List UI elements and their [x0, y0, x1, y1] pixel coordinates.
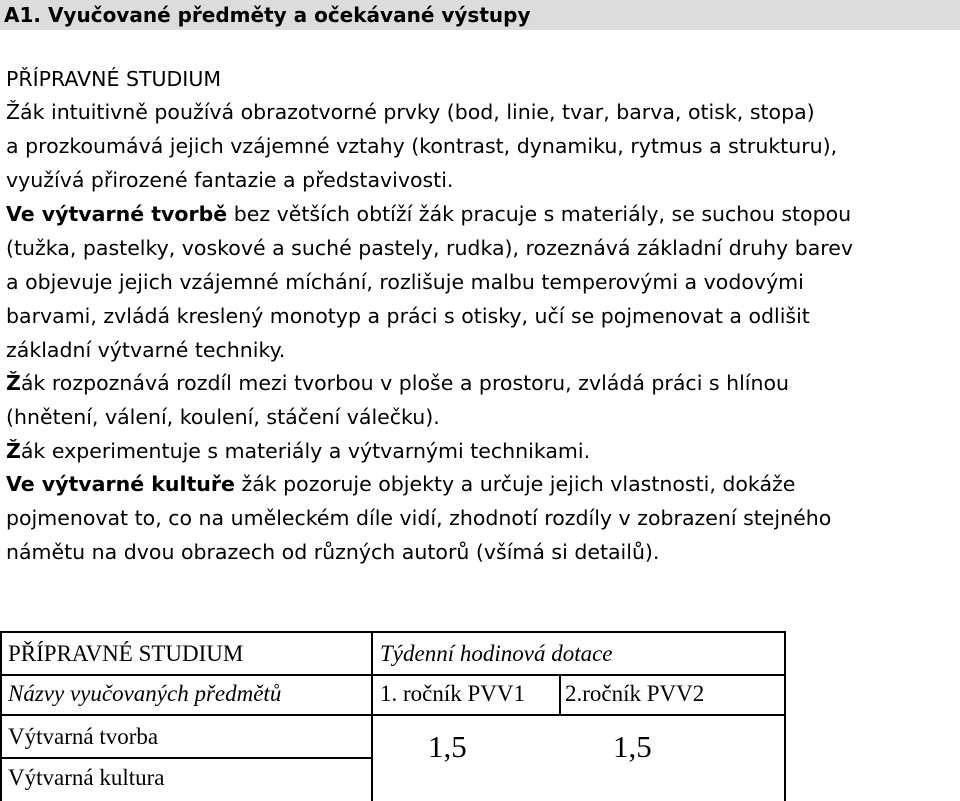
table-border	[0, 631, 2, 801]
text-line	[6, 200, 851, 228]
bold-phrase: Ve výtvarné tvorbě	[6, 202, 228, 226]
text-span: ák rozpoznává rozdíl mezi tvorbou v ploše a prostoru, zvládá práci s hlínou	[20, 371, 790, 395]
subject-row: Výtvarná kultura	[8, 765, 165, 790]
table-border	[559, 674, 561, 714]
text-line	[6, 369, 789, 397]
table-title: PŘÍPRAVNÉ STUDIUM	[8, 641, 244, 666]
text-span: bez větších obtíží žák pracuje s materiály, se suchou stopou	[227, 202, 852, 226]
table-border	[784, 631, 786, 801]
subjects-header: Názvy vyučovaných předmětů	[8, 681, 282, 706]
text-line	[6, 437, 590, 465]
text-line	[6, 470, 795, 498]
text-span: žák pozoruje objekty a určuje jejich vlastnosti, dokáže	[234, 472, 796, 496]
table-border	[0, 757, 372, 759]
bold-phrase: Ž	[6, 371, 21, 395]
text-line: (hnětení, válení, koulení, stáčení válečku).	[6, 405, 440, 429]
subject-row: Výtvarná tvorba	[8, 724, 159, 749]
section-heading: PŘÍPRAVNÉ STUDIUM	[6, 67, 222, 91]
hours-table	[0, 631, 960, 801]
weekly-hours-header: Týdenní hodinová dotace	[380, 641, 613, 666]
header-bar	[0, 0, 960, 30]
year2-header: 2.ročník PVV2	[565, 681, 705, 706]
table-border	[0, 631, 785, 633]
page-title: A1. Vyučované předměty a očekávané výstupy	[4, 3, 531, 27]
text-line: pojmenovat to, co na uměleckém díle vidí, zhodnotí rozdíly v zobrazení stejného	[6, 506, 832, 530]
bold-phrase: Ve výtvarné kultuře	[6, 472, 235, 496]
bold-phrase: Ž	[6, 439, 21, 463]
hours-value-year1: 1,5	[428, 729, 467, 764]
text-line: využívá přirozené fantazie a představivosti.	[6, 168, 454, 192]
year1-header: 1. ročník PVV1	[380, 681, 526, 706]
text-line: námětu na dvou obrazech od různých autorů (všímá si detailů).	[6, 540, 660, 564]
table-border	[371, 631, 373, 801]
text-line: Žák intuitivně používá obrazotvorné prvky (bod, linie, tvar, barva, otisk, stopa)	[6, 100, 815, 124]
text-span: ák experimentuje s materiály a výtvarnými technikami.	[20, 439, 591, 463]
text-line: a objevuje jejich vzájemné míchání, rozlišuje malbu temperovými a vodovými	[6, 270, 804, 294]
hours-value-year2: 1,5	[613, 729, 652, 764]
table-border	[0, 714, 785, 716]
text-line: barvami, zvládá kreslený monotyp a práci s otisky, učí se pojmenovat a odlišit	[6, 304, 810, 328]
text-line: (tužka, pastelky, voskové a suché pastely, rudka), rozeznává základní druhy barev	[6, 236, 854, 260]
table-border	[0, 674, 785, 676]
text-line: základní výtvarné techniky.	[6, 338, 286, 362]
text-line: a prozkoumává jejich vzájemné vztahy (kontrast, dynamiku, rytmus a strukturu),	[6, 134, 838, 158]
